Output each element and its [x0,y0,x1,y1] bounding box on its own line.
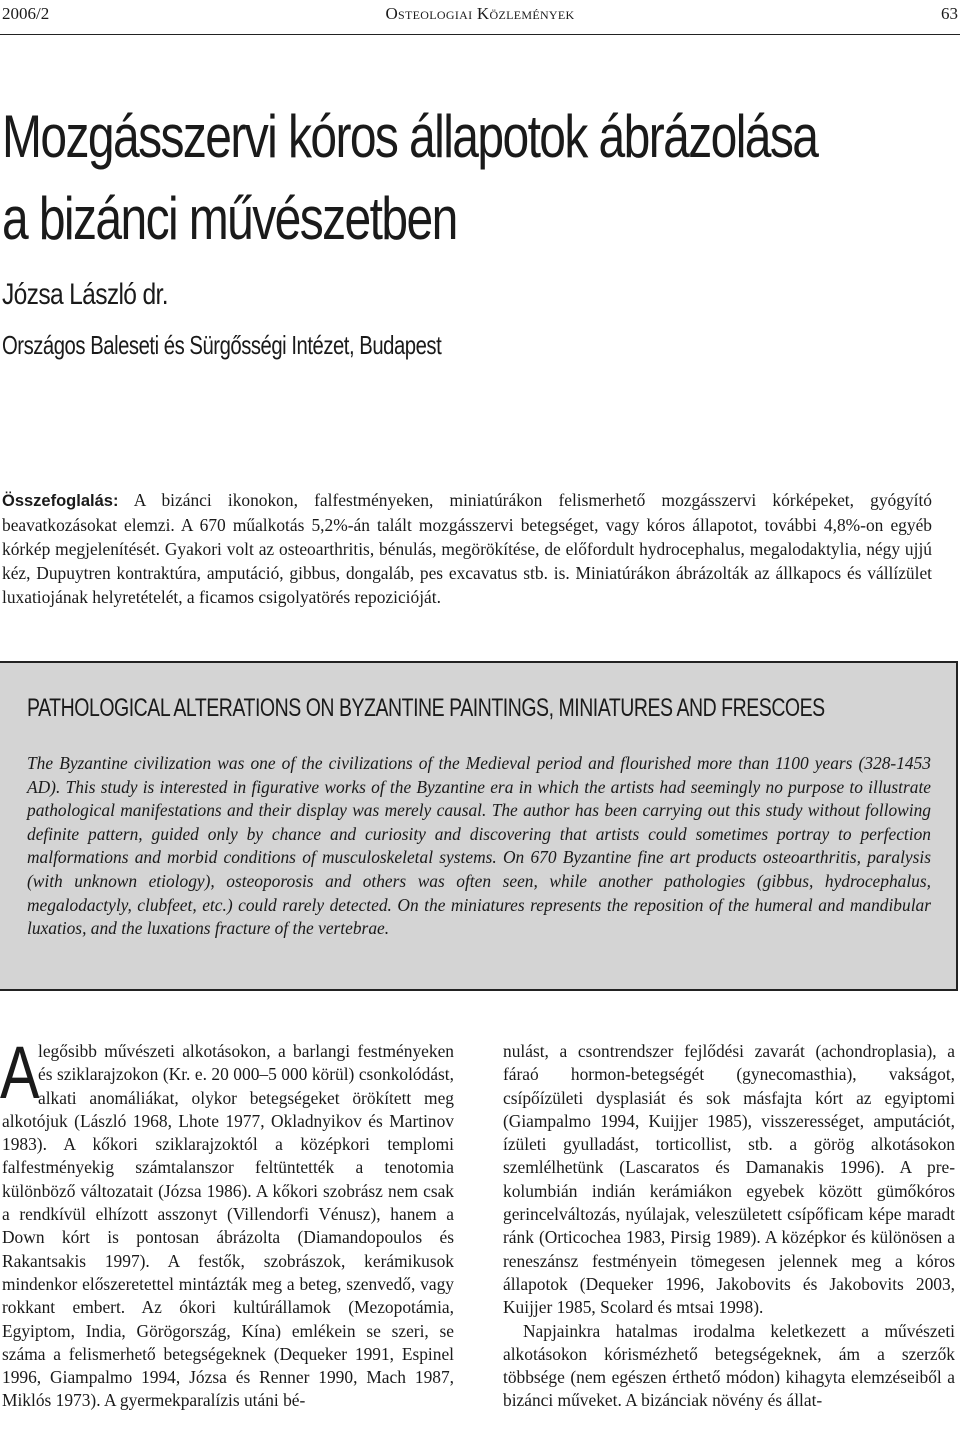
body-column-right [503,1040,955,1413]
issue-number: 2006/2 [2,4,50,23]
body-paragraph: nulást, a csontrendszer fejlődési zavarát (achondroplasia), a fáraó hormon-betegségét (gynecomasthia), vakságot, csípőízületi dysplasiát és sok másfajta kórt az egyiptomi (Giampalmo 1994, Kuijjer 1985), visszerességet, amputációt, ízületi gyulladást, torticollist, stb. a görög alkotásokon szemlélhetünk (Lascaratos és Damanakis 1996). A pre-kolumbián indián kerámiákon egyebek között gümőkóros gerincelváltozás, nyúlajak, veleszületett csípőficam képe maradt ránk (Orticochea 1983, Pirsig 1989). A középkor és különösen a reneszánsz festményein tömegesen jelennek meg a kóros állapotok (Dequeker 1996, Jakobovits és Jakobovits 2003, Kuijjer 1985, Scolard és mtsai 1998). [503,1041,955,1318]
body-paragraph [0,1031,454,1413]
abstract-text: A bizánci ikonokon, falfestményeken, miniatúrákon felismerhető mozgásszervi kórképeket, gyógyító beavatkozásokat elemzi. A 670 műalkotás 5,2%-án talált mozgásszervi betegséget, vagy kóros állapotot, további 4,8%-on egyéb kórkép megjelenítését. Gyakori volt az osteoarthritis, bénulás, megörökítése, de előfordult hydrocephalus, megalodaktylia, négy ujjú kéz, Dupuytren kontraktúra, amputáció, gibbus, dongaláb, pes excavatus stb. is. Miniatúrákon ábrázolták az állkapocs és vállízület luxatiojának helyretételét, a ficamos csigolyatörés repozicióját. [2,490,933,607]
title-line-1: Mozgásszervi kóros állapotok ábrázolása [2,103,818,170]
running-head [0,4,960,28]
author-name: Józsa László dr. [2,278,168,311]
body-paragraph: Napjainkra hatalmas irodalma keletkezett a művészeti alkotásokon kórismézhető betegségeknek, ám a szerzők többsége (nem egészen érthető módon) kihagyta elemzéseiből a bizánci műveket. A bizánciak növény és állat- [503,1320,955,1411]
drop-cap: A [0,1031,40,1114]
body-column-left [0,1031,454,1413]
english-abstract-text: The Byzantine civilization was one of the civilizations of the Medieval period and flourished more than 1100 years (328-1453 AD). This study is interested in figurative works of the Byzantine era in which the artists had seemingly no purpose to illustrate pathological manifestations and their display was merely causal. The author has been carrying out this study without following definite pattern, guided only by chance and curiosity and discovering that artists could sometimes portray to perfection malformations and morbid conditions of musculoskeletal systems. On 670 Byzantine fine art products osteoarthritis, paralysis (with unknown etiology), osteoporosis and others was often seen, while another pathologies (gibbus, hydrocephalus, megalodactyly, clubfeet, etc.) could rarely detected. On the miniatures represents the reposition of the humeral and mandibular luxatios, and the luxations fracture of the vertebrae. [27,753,931,939]
article-title [2,96,818,260]
body-text: legősibb művészeti alkotásokon, a barlangi festményeken és sziklarajzokon (Kr. e. 20 000–5 000 körül) csonkolódást, alkati anomáliákat, olykor betegségeket örökített meg alkotójuk (László 1968, Lhote 1977, Okladnyikov és Martinov 1983). A kőkori sziklarajzoktól a középkori templomi falfestményekig számtalanszor feltüntették a tenotomia különböző változatait (Józsa 1986). A kőkori szobrász nem csak a rendkívül elhízott asszonyt (Villendorfi Vénusz), hanem a Down kórt is pontosan ábrázolta (Diamandopoulos és Rakantsakis 1997). A festők, szobrászok, kerámikusok mindenkor előszeretettel mintázták meg a beteg, szenvedő, vagy rokkant embert. Az ókori kultúrállamok (Mezopotámia, Egyiptom, India, Görögország, Kína) emlékein se szeri, se száma a felismerhető betegségeknek (Dequeker 1991, Espinel 1996, Giampalmo 1994, Józsa és Renner 1990, Mach 1987, Miklós 1973). A gyermekparalízis utáni bé- [2,1041,454,1411]
journal-name: Osteologiai Közlemények [385,4,575,23]
title-line-2: a bizánci művészetben [2,185,457,252]
page-number: 63 [941,4,958,23]
abstract-label: Összefoglalás: [2,492,119,510]
header-rule [0,34,960,35]
author-affiliation: Országos Baleseti és Sürgősségi Intézet, Budapest [2,330,442,360]
hungarian-abstract [2,488,932,609]
english-abstract-title: PATHOLOGICAL ALTERATIONS ON BYZANTINE PAINTINGS, MINIATURES AND FRESCOES [27,694,825,722]
